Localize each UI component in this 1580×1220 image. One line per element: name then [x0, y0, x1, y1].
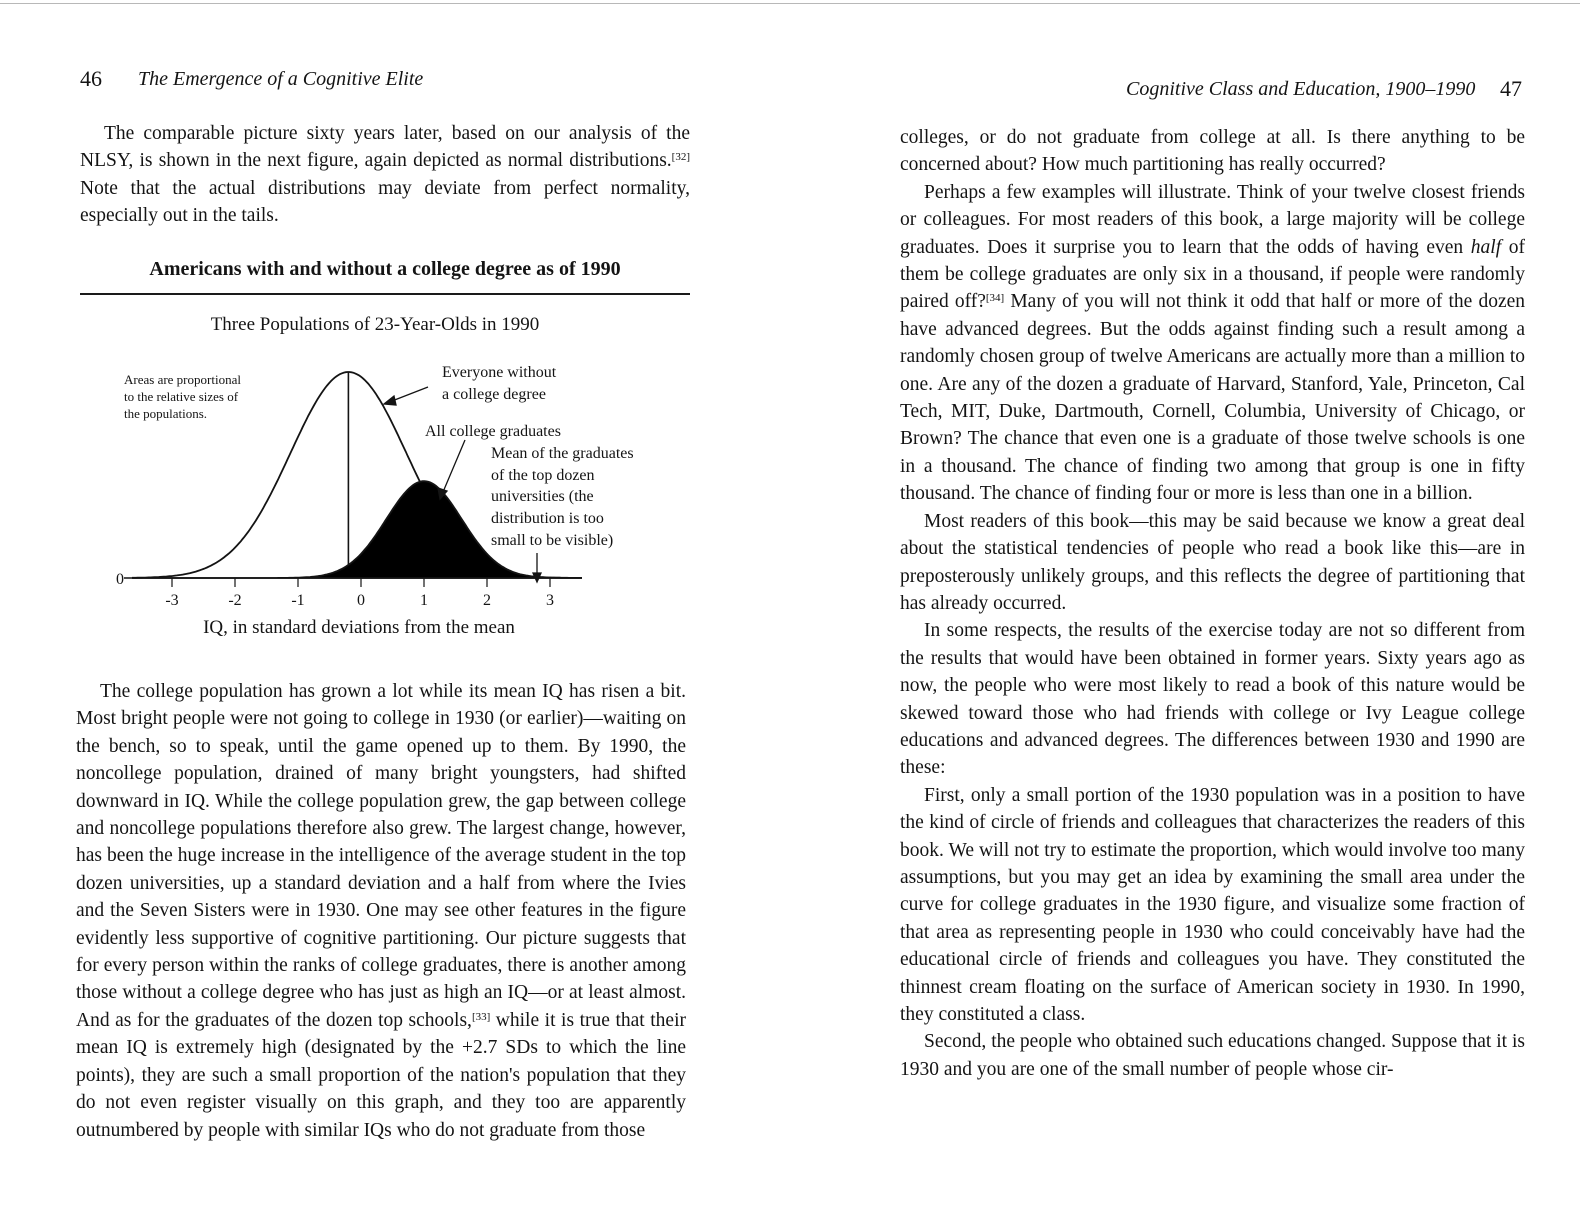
- left-paragraph-2: [76, 678, 686, 1144]
- note-line: to the relative sizes of: [124, 389, 239, 404]
- x-tick-label: 0: [357, 592, 365, 609]
- label-line: small to be visible): [491, 532, 614, 549]
- arrow-noncollege: [392, 387, 428, 401]
- text: The comparable picture sixty years later, based on our analysis of the NLSY, is shown in the next figure, again depicted as normal distributions.: [80, 123, 690, 172]
- figure-rule: [80, 293, 690, 295]
- label-line: universities (the: [491, 488, 594, 505]
- left-page: [0, 0, 780, 1220]
- running-head-title: The Emergence of a Cognitive Elite: [138, 68, 424, 90]
- chart-note: [124, 372, 241, 421]
- paragraph: First, only a small portion of the 1930 population was in a position to have the kind of circle of friends and colleagues that characterizes the readers of this book. We will not try to estimate the proportion, which would involve too many assumptions, but you may get an idea by examining the small area under the curve for college graduates in the 1930 figure, and visualize some fraction of that area as representing people in 1930 who could conceivably have had the educational circle of friends and colleagues you have. They constituted the thinnest cream floating on the surface of American society in 1930. In 1990, they constituted a class.: [900, 784, 1525, 1025]
- label-line: Everyone without: [442, 364, 557, 381]
- x-axis: [124, 578, 582, 609]
- paragraph: [900, 179, 1525, 508]
- running-head-title: Cognitive Class and Education, 1900–1990: [1126, 78, 1476, 100]
- label-line: a college degree: [442, 386, 546, 403]
- text: Many of you will not think it odd that half or more of the dozen have advanced degrees. But the odds against finding such a result among a randomly chosen group of twelve Americans are actually more than a million to one. Are any of the dozen a graduate of Harvard, Stanford, Yale, Princeton, Cal Tech, MIT, Duke, Dartmouth, Cornell, Columbia, University of Chicago, or Brown? The chance that even one is a graduate of those twelve schools is one in a thousand. The chance of finding two among that group is one in fifty thousand. The chance of finding four or more is less than one in a billion.: [900, 291, 1525, 505]
- paragraph: In some respects, the results of the exercise today are not so different from the results that would have been obtained in former years. Sixty years ago as now, the people who were most likely to read a book of this nature would be skewed toward those who had friends with college or Ivy League college educations and advanced degrees. The differences between 1930 and 1990 are these:: [900, 620, 1525, 779]
- x-axis-label: IQ, in standard deviations from the mean: [203, 617, 515, 638]
- note-line: Areas are proportional: [124, 372, 241, 387]
- text: The college population has grown a lot while its mean IQ has risen a bit. Most bright people were not going to college in 1930 (or earlier)—waiting on the bench, so to speak, until the game opened up to them. By 1990, the noncollege population, drained of many bright youngsters, had shifted downward in IQ. While the college population grew, the gap between college and noncollege populations therefore also grew. The largest change, however, has been the huge increase in the intelligence of the average student in the top dozen universities, up a standard deviation and a half from where the Ivies and the Seven Sisters were in 1930. One may see other features in the figure evidently less supportive of cognitive partitioning. Our picture suggests that for every person within the ranks of college graduates, there is another among those without a college degree who has just as high an IQ—or at least almost. And as for the graduates of the dozen top schools,: [76, 681, 686, 1031]
- x-tick-label: -3: [165, 592, 179, 609]
- footnote-ref[interactable]: [32]: [671, 151, 690, 164]
- paragraph: Most readers of this book—this may be said because we know a great deal about the statistical tendencies of people who read a book like this—are in preposterously unlikely groups, and this reflects the degree of partitioning that has already occurred.: [900, 510, 1525, 614]
- right-page: [790, 0, 1580, 1220]
- text: Perhaps a few examples will illustrate. Think of your twelve closest friends or colleagues. For most readers of this book, a large majority will be college graduates. Does it surprise you to learn that the odds of having even: [900, 181, 1525, 258]
- label-college: All college graduates: [425, 423, 561, 440]
- text: of them be college graduates are only six in a thousand, if people were randomly paired off?: [900, 236, 1525, 313]
- right-body: [900, 124, 1525, 1083]
- text: Note that the actual distributions may deviate from perfect normality, especially out in the tails.: [80, 177, 690, 227]
- label-line: Mean of the graduates: [491, 445, 634, 462]
- footnote-ref[interactable]: [34]: [985, 292, 1005, 305]
- label-topdozen: [491, 445, 634, 549]
- text-italic: half: [1470, 236, 1502, 258]
- left-paragraph-1: [80, 120, 690, 230]
- arrowhead-icon: [384, 396, 396, 405]
- text: while it is true that their mean IQ is extremely high (designated by the +2.7 SDs to which the line points), they are such a small proportion of the nation's population that they do not even register visually on this graph, and they too are apparently outnumbered by people with similar IQs who do not graduate from those: [76, 1009, 686, 1141]
- x-tick-label: 1: [420, 592, 428, 609]
- footnote-ref[interactable]: [33]: [471, 1010, 491, 1023]
- paragraph: Second, the people who obtained such educations changed. Suppose that it is 1930 and you are one of the small number of people whose cir-: [900, 1031, 1525, 1080]
- page-number: 46: [80, 66, 102, 91]
- figure-title: Americans with and without a college degree as of 1990: [149, 258, 621, 280]
- x-tick-label: 3: [546, 592, 554, 609]
- distribution-chart: [80, 300, 700, 650]
- y-zero-label: 0: [116, 571, 124, 588]
- label-noncollege: [442, 364, 557, 403]
- page-number: 47: [1500, 76, 1522, 101]
- note-line: the populations.: [124, 406, 208, 421]
- label-line: distribution is too: [491, 510, 604, 527]
- label-line: of the top dozen: [491, 467, 595, 484]
- x-tick-label: -2: [228, 592, 242, 609]
- arrow-college: [443, 440, 465, 492]
- x-tick-label: 2: [483, 592, 491, 609]
- chart-subtitle: Three Populations of 23-Year-Olds in 1990: [210, 314, 540, 335]
- paragraph: colleges, or do not graduate from college at all. Is there anything to be concerned about? How much partitioning has really occurred?: [900, 127, 1525, 176]
- x-tick-label: -1: [291, 592, 305, 609]
